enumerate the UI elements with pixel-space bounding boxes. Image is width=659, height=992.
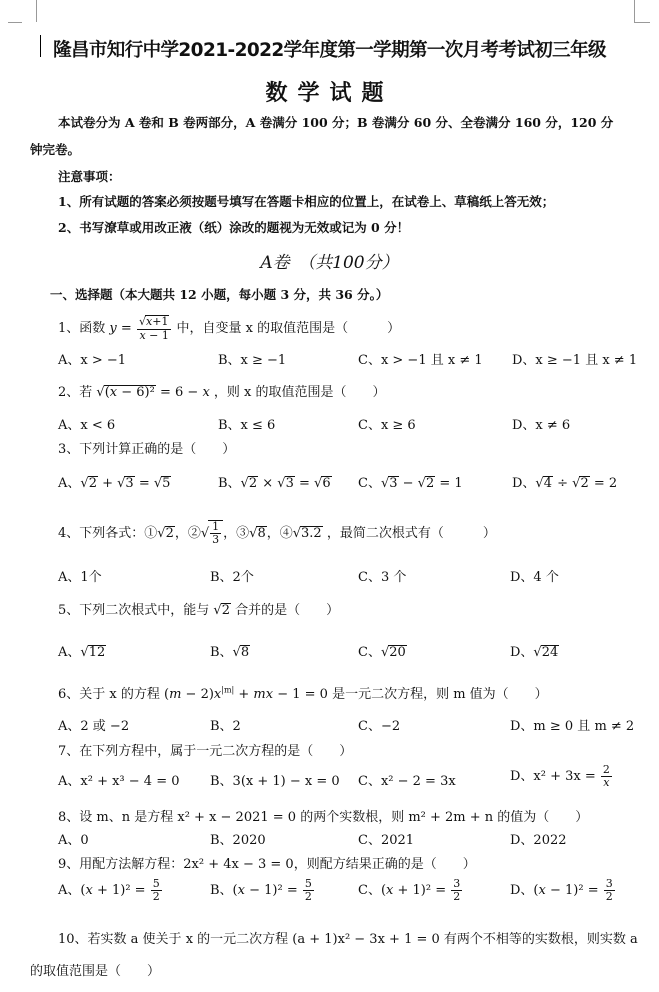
question-text: 是一元二次方程，则 m 值为（ ） xyxy=(332,687,548,702)
notes-title: 注意事项： xyxy=(58,169,121,184)
option-d: D、x ≠ 6 xyxy=(512,418,571,433)
option-b: B、2020 xyxy=(210,833,266,848)
option-a: A、√12 xyxy=(58,645,106,660)
option-b: B、x ≥ −1 xyxy=(218,353,287,368)
option-d: D、m ≥ 0 且 m ≠ 2 xyxy=(510,719,635,734)
question-text: 2、若 xyxy=(58,385,93,400)
intro-line: 钟完卷。 xyxy=(30,142,81,157)
option-c: C、(x + 1)² = $\frac{3}{2}$ xyxy=(358,877,461,904)
note-item: 1、所有试题的答案必须按题号填写在答题卡相应的位置上，在试卷上、草稿纸上答无效； xyxy=(58,194,555,209)
crop-mark xyxy=(22,0,37,22)
crop-mark xyxy=(634,22,650,23)
question-4: 4、下列各式：①√2，②√ $\frac{1}{3}$ ，③√8，④√3.2 ，最简二次根式有（ ） xyxy=(58,520,496,547)
option-b: B、√2 × √3 = √6 xyxy=(218,476,331,491)
question-2: 2、若 √(x − 6)² = 6 − x ，则 x 的取值范围是（ ） xyxy=(58,385,386,400)
option-c: C、x > −1 且 x ≠ 1 xyxy=(358,353,483,368)
option-b: B、2 xyxy=(210,719,241,734)
crop-mark xyxy=(8,22,22,23)
question-text: ，则 x 的取值范围是（ ） xyxy=(213,385,386,400)
option-a: A、2 或 −2 xyxy=(58,719,130,734)
question-text: 中，自变量 x 的取值范围是（ ） xyxy=(176,320,401,336)
exam-title: 隆昌市知行中学2021-2022学年度第一学期第一次月考考试初三年级 xyxy=(53,40,606,61)
option-b: B、3(x + 1) − x = 0 xyxy=(210,774,340,789)
crop-mark xyxy=(634,0,649,22)
option-d: D、x ≥ −1 且 x ≠ 1 xyxy=(512,353,638,368)
option-c: C、x² − 2 = 3x xyxy=(358,774,456,789)
option-d: D、x² + 3x = $\frac{2}{x}$ xyxy=(510,763,610,790)
question-3: 3、下列计算正确的是（ ） xyxy=(58,442,236,457)
option-b: B、(x − 1)² = $\frac{5}{2}$ xyxy=(210,877,312,904)
option-c: C、3 个 xyxy=(358,570,407,585)
option-a: A、x² + x³ − 4 = 0 xyxy=(58,774,180,789)
option-c: C、√20 xyxy=(358,645,406,660)
option-a: A、1个 xyxy=(58,570,102,585)
question-text: 1、函数 xyxy=(58,320,106,336)
question-6: 6、关于 x 的方程 $(m - 2)x^{|m|}$ + mx − 1 = 0 是一元二次方程，则 m 值为（ ） xyxy=(58,685,548,702)
option-d: D、4 个 xyxy=(510,570,559,585)
option-b: B、2个 xyxy=(210,570,254,585)
note-item: 2、书写潦草或用改正液（纸）涂改的题视为无效或记为 0 分！ xyxy=(58,220,410,235)
question-9: 9、用配方法解方程：2x² + 4x − 3 = 0，则配方结果正确的是（ ） xyxy=(58,857,476,872)
part-heading: 一、选择题（本大题共 12 小题，每小题 3 分，共 36 分。） xyxy=(50,287,389,302)
question-1: 1、函数 y = $\frac{√x+1}{x - 1}$ 中，自变量 x 的取值范围是（ ） xyxy=(58,315,401,342)
question-text: 合并的是（ ） xyxy=(235,603,340,618)
option-c: C、√3 − √2 = 1 xyxy=(358,476,463,491)
option-c: C、2021 xyxy=(358,833,415,848)
option-b: B、x ≤ 6 xyxy=(218,418,276,433)
question-text: ，最简二次根式有（ ） xyxy=(326,526,496,542)
question-10: 10、若实数 a 使关于 x 的一元二次方程 (a + 1)x² − 3x + 1 = 0 有两个不相等的实数根，则实数 a xyxy=(58,932,638,947)
option-c: C、−2 xyxy=(358,719,401,734)
question-8: 8、设 m、n 是方程 x² + x − 2021 = 0 的两个实数根，则 m² + 2m + n 的值为（ ） xyxy=(58,810,589,825)
intro-line: 本试卷分为 A 卷和 B 卷两部分，A 卷满分 100 分；B 卷满分 60 分、全卷满分 160 分，120 分 xyxy=(58,115,614,130)
option-d: D、√4 ÷ √2 = 2 xyxy=(512,476,618,491)
option-a: A、√2 + √3 = √5 xyxy=(58,476,171,491)
question-text: 5、下列二次根式中，能与 xyxy=(58,603,210,618)
option-d: D、2022 xyxy=(510,833,567,848)
section-heading: A卷 （共100分） xyxy=(260,253,399,273)
option-a: A、x < 6 xyxy=(58,418,116,433)
question-10-cont: 的取值范围是（ ） xyxy=(30,964,161,979)
option-a: A、x > −1 xyxy=(58,353,127,368)
option-text: D、x² + 3x = xyxy=(510,769,596,785)
option-d: D、√24 xyxy=(510,645,559,660)
question-text: 4、下列各式：① xyxy=(58,526,158,542)
question-7: 7、在下列方程中，属于一元二次方程的是（ ） xyxy=(58,744,353,759)
option-d: D、(x − 1)² = $\frac{3}{2}$ xyxy=(510,877,613,904)
question-text: 6、关于 x 的方程 xyxy=(58,687,160,702)
option-b: B、√8 xyxy=(210,645,250,660)
option-a: A、0 xyxy=(58,833,89,848)
option-c: C、x ≥ 6 xyxy=(358,418,416,433)
question-5: 5、下列二次根式中，能与 √2 合并的是（ ） xyxy=(58,603,340,618)
exam-subtitle: 数学试题 xyxy=(265,81,394,106)
option-a: A、(x + 1)² = $\frac{5}{2}$ xyxy=(58,877,160,904)
